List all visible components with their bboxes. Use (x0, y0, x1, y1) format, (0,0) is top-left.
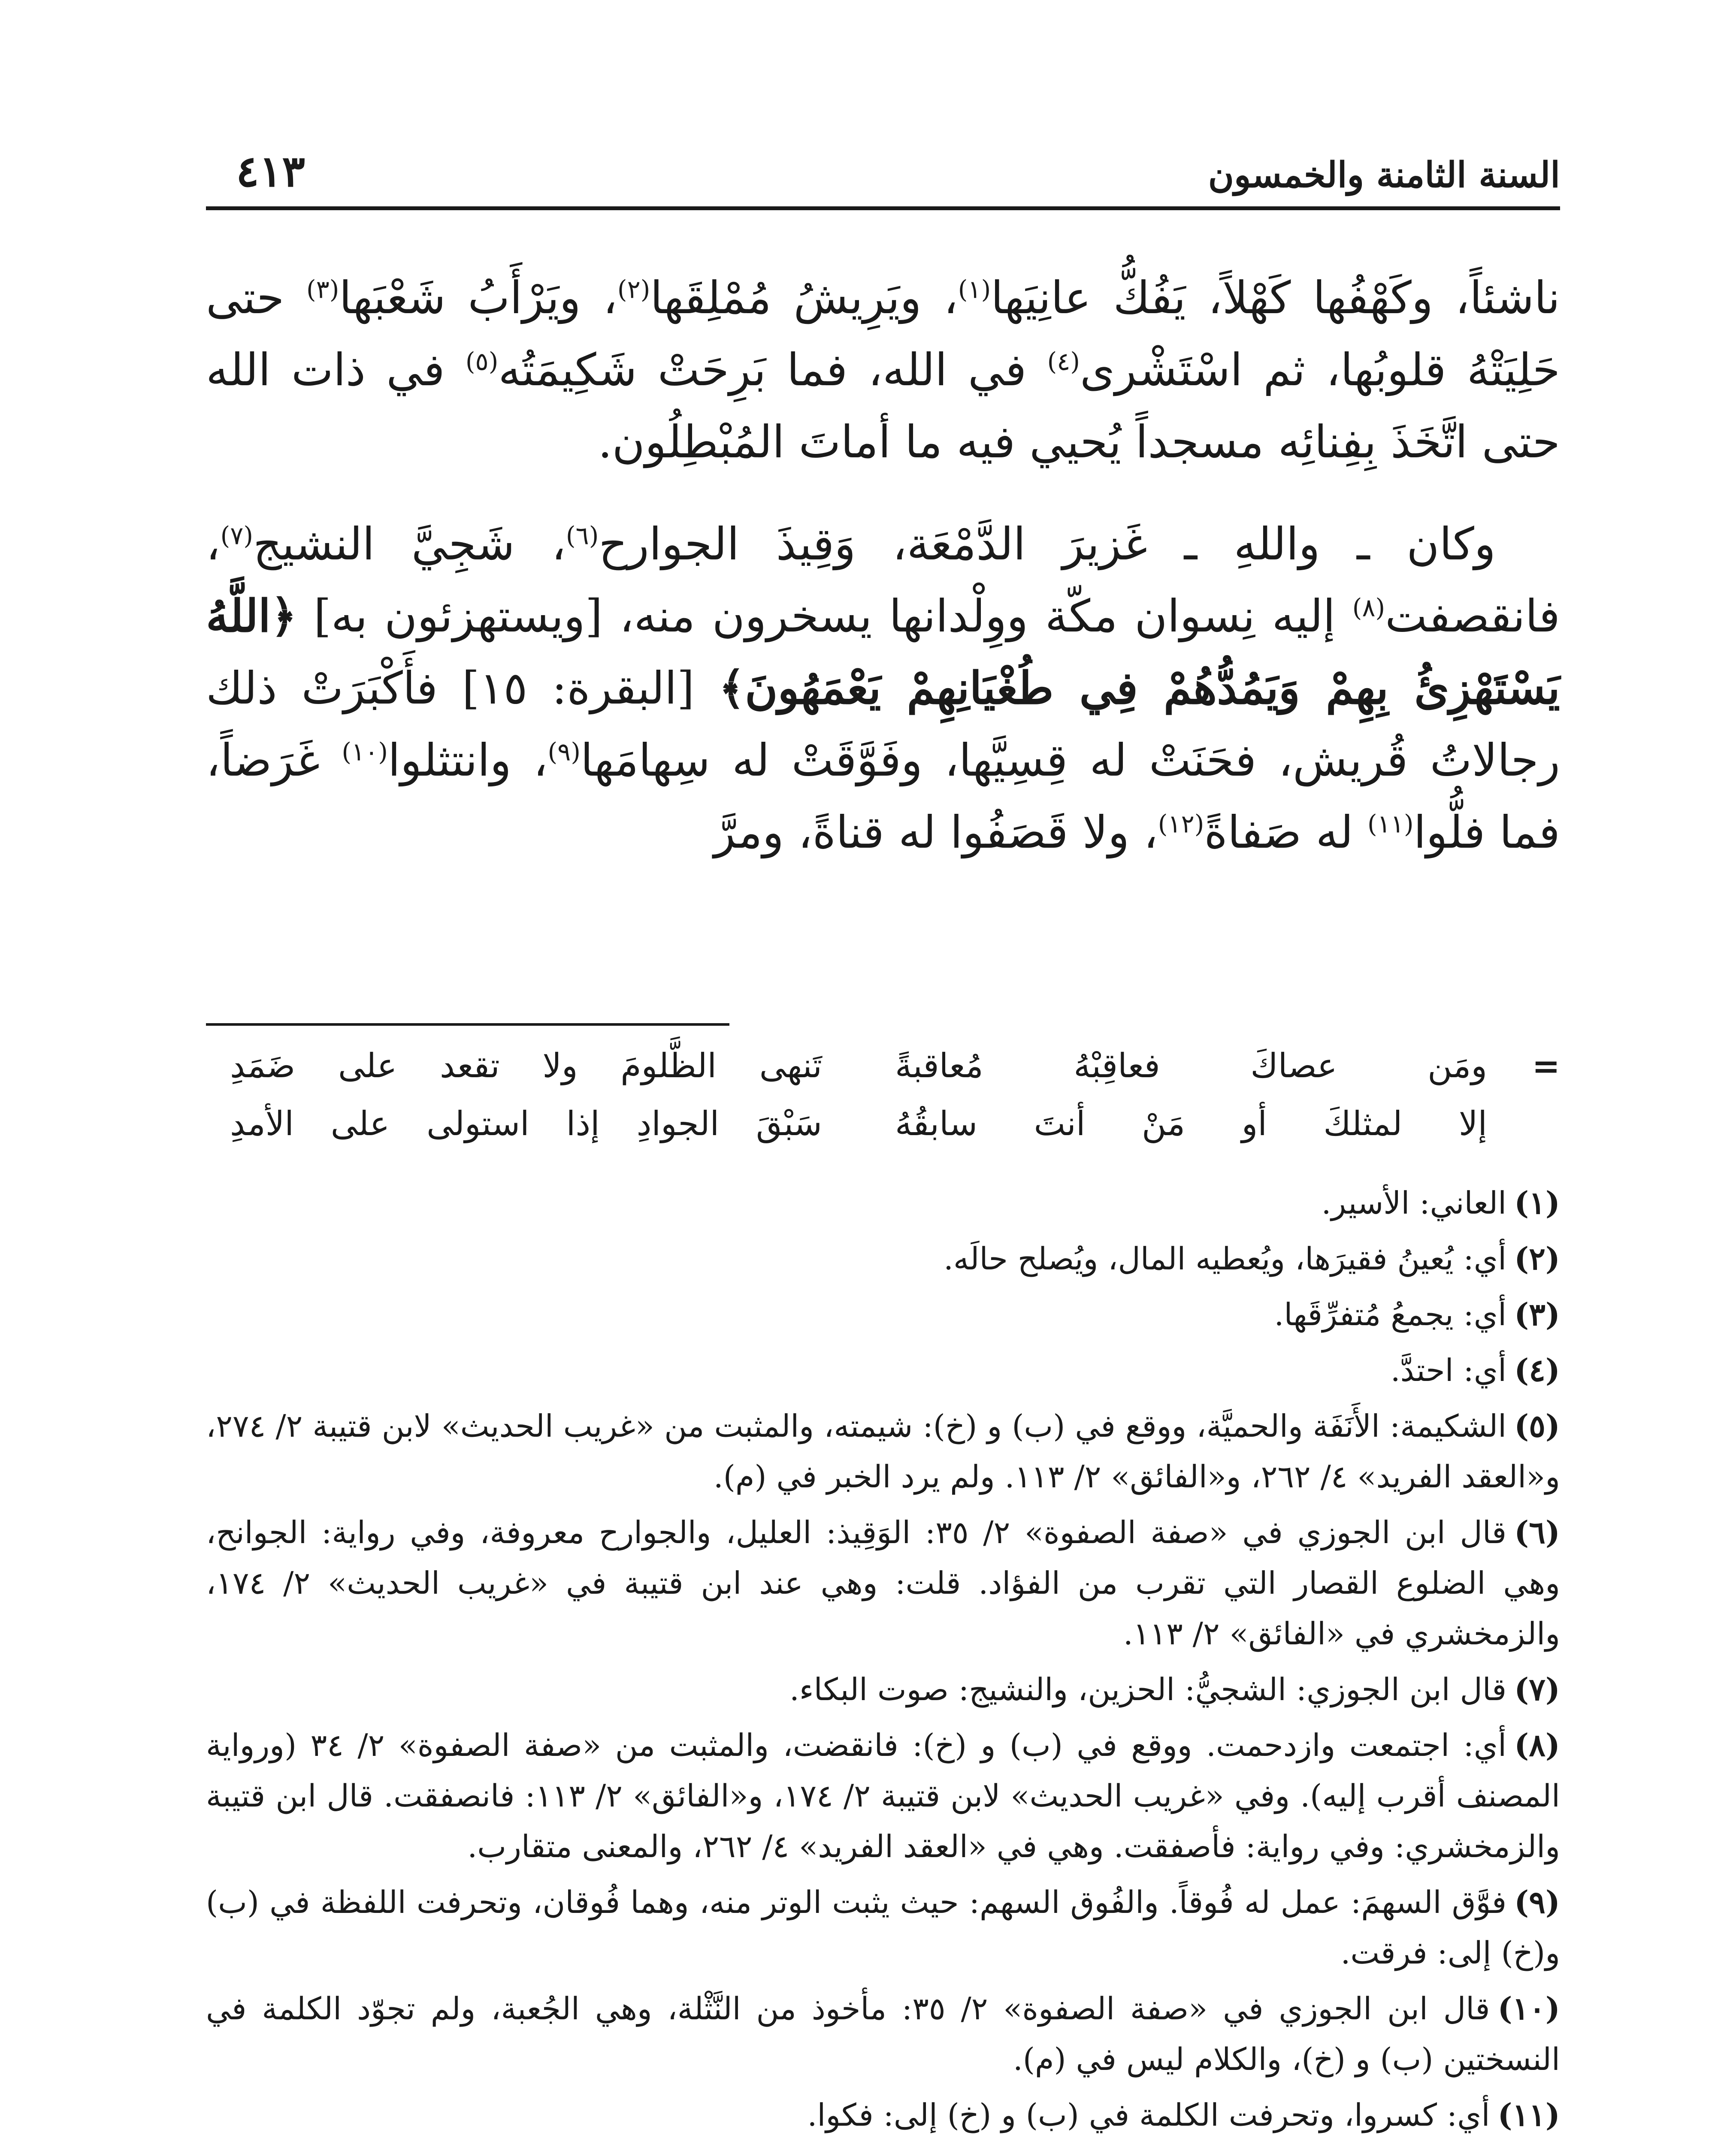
footnote-number: (٤) (1514, 1352, 1560, 1388)
text-run: ، وانتثلوا (388, 734, 548, 786)
footnote (206, 1178, 1560, 1228)
text-run: ، فانقصفت (206, 518, 1560, 642)
continuation-marker: = (1532, 1047, 1560, 1086)
page-number: ٤١٣ (236, 146, 305, 196)
text-run: له صَفاةً (1204, 806, 1368, 858)
verse-second-hemistich: سَبْقَ الجوادِ إذا استولى على الأمدِ (230, 1105, 822, 1143)
footnote-number: (٦) (1514, 1514, 1560, 1550)
footnote-text: أي: يجمعُ مُتفرِّقَها. (1274, 1296, 1507, 1332)
footnote-number: (٧) (1514, 1671, 1560, 1707)
poem-verse (206, 1105, 1560, 1152)
footnote-number: (١١) (1497, 2097, 1560, 2133)
footnote (206, 1345, 1560, 1396)
footnote-text: أي: احتدَّ. (1390, 1352, 1507, 1388)
footnote-text: قال ابن الجوزي: الشجيُّ: الحزين، والنشيج: صوت البكاء. (789, 1671, 1507, 1707)
text-run: حتى حَلِيَتْهُ قلوبُها، ثم اسْتَشْرى (206, 272, 1560, 396)
footnote (206, 1720, 1560, 1872)
footnote-number: (٢) (1514, 1240, 1560, 1277)
footnote-number: (١٠) (1497, 1990, 1560, 2027)
header-rule (206, 206, 1560, 210)
footnote (206, 1289, 1560, 1340)
footnote-reference: (٩) (547, 737, 581, 767)
footnote (206, 2090, 1560, 2140)
running-header (206, 146, 1560, 210)
footnote-separator (206, 1023, 729, 1026)
text-run: ، ويَرْأَبُ شَعْبَها (339, 272, 617, 324)
text-run: في الله، فما بَرِحَتْ شَكِيمَتُه (498, 344, 1047, 396)
footnote-number: (١) (1514, 1184, 1560, 1221)
footnote-reference: (٥) (465, 347, 499, 376)
footnote-text: أي: يُعينُ فقيرَها، ويُعطيه المال، ويُصلح حالَه. (944, 1241, 1507, 1277)
footnote (206, 1664, 1560, 1715)
footnote-reference: (١) (958, 275, 991, 304)
footnote-reference: (١٠) (342, 737, 388, 767)
text-run: في ذات الله حتى اتَّخَذَ بِفِنائِه مسجداً يُحيي فيه ما أماتَ المُبْطِلُون. (206, 344, 1560, 468)
verse-second-hemistich: تَنهى الظَّلومَ ولا تقعد على ضَمَدِ (230, 1047, 822, 1085)
footnote-reference: (٦) (566, 521, 599, 550)
footnote-text: أي: اجتمعت وازدحمت. ووقع في (ب) و (خ): فانقضت، والمثبت من «صفة الصفوة» ٢/ ٣٤ (ورواية المصنف أقرب إليه). وفي «غريب الحديث» لابن قتيبة ٢/ ١٧٤، و«الفائق» ٢/ ١١٣: فانصفقت. قال ابن قتيبة والزمخشري: وفي رواية: فأصفقت. وهي في «العقد الفريد» ٤/ ٢٦٢، والمعنى متقارب. (206, 1727, 1560, 1864)
text-run: ، ولا قَصَفُوا له قناةً، ومرَّ (714, 806, 1158, 858)
footnote (206, 1877, 1560, 1978)
footnote-number: (٣) (1514, 1296, 1560, 1332)
footnote-text: العاني: الأسير. (1321, 1185, 1507, 1221)
footnote-reference: (٤) (1047, 347, 1080, 376)
text-run: ، شَجِيَّ النشيج (253, 518, 566, 570)
header-title: السنة الثامنة والخمسون (1208, 154, 1560, 196)
quran-quote: ﴿اللَّهُ يَسْتَهْزِئُ بِهِمْ وَيَمُدُّهُمْ فِي طُغْيَانِهِمْ يَعْمَهُونَ﴾ (206, 589, 1560, 714)
footnote-reference: (٧) (220, 521, 254, 550)
verse-first-hemistich: إلا لمثلكَ أو مَنْ أنتَ سابقُهُ (895, 1105, 1487, 1143)
text-run: وكان ـ واللهِ ـ غَزيرَ الدَّمْعَة، وَقِيذَ الجوارح (599, 518, 1496, 570)
body-paragraph (206, 262, 1560, 478)
footnote-number: (٥) (1514, 1408, 1560, 1444)
footnote (206, 1401, 1560, 1502)
footnote-reference: (١٢) (1158, 809, 1204, 839)
poem-verse (206, 1047, 1560, 1094)
text-run: غَرَضاً، فما فلُّوا (206, 734, 1560, 858)
footnote-number: (٩) (1514, 1884, 1560, 1920)
footnote-reference: (١١) (1367, 809, 1414, 839)
footnotes (206, 1178, 1560, 2145)
text-run: ، ويَرِيشُ مُمْلِقَها (650, 272, 958, 324)
footnote-reference: (٨) (1352, 593, 1385, 622)
footnote-text: فوَّق السهمَ: عمل له فُوقاً. والفُوق السهم: حيث يثبت الوتر منه، وهما فُوقان، وتحرفت اللفظة في (ب) و(خ) إلى: فرقت. (206, 1884, 1560, 1971)
verse-first-hemistich: ومَن عصاكَ فعاقِبْهُ مُعاقبةً (895, 1047, 1487, 1085)
footnote (206, 1983, 1560, 2085)
footnote-text: قال ابن الجوزي في «صفة الصفوة» ٢/ ٣٥: الوَقِيذ: العليل، والجوارح معروفة، وفي رواية: الجوانح، وهي الضلوع القصار التي تقرب من الفؤاد. قلت: وهي عند ابن قتيبة في «غريب الحديث» ٢/ ١٧٤، والزمخشري في «الفائق» ٢/ ١١٣. (206, 1514, 1560, 1652)
footnote-text: أي: كسروا، وتحرفت الكلمة في (ب) و (خ) إلى: فكوا. (807, 2097, 1490, 2133)
footnote-text: الشكيمة: الأَنَفَة والحميَّة، ووقع في (ب) و (خ): شيمته، والمثبت من «غريب الحديث» لابن قتيبة ٢/ ٢٧٤، و«العقد الفريد» ٤/ ٢٦٢، و«الفائق» ٢/ ١١٣. ولم يرد الخبر في (م). (206, 1408, 1560, 1495)
footnote-text: قال ابن الجوزي في «صفة الصفوة» ٢/ ٣٥: مأخوذ من النَّثْلة، وهي الجُعبة، ولم تجوّد الكلمة في النسختين (ب) و (خ)، والكلام ليس في (م). (206, 1991, 1560, 2077)
footnote-reference: (٣) (306, 275, 339, 304)
text-run: ناشئاً، وكَهْفُها كَهْلاً، يَفُكُّ عانِيَها (991, 272, 1560, 324)
text-run: [البقرة: ١٥] فأَكْبَرَتْ ذلك رجالاتُ قُريش، فحَنَتْ له قِسِيَّها، وفَوَّقَتْ له سِهامَها (206, 662, 1560, 786)
footnote-number: (٨) (1514, 1727, 1560, 1763)
main-text (206, 262, 1560, 868)
footnote (206, 1507, 1560, 1659)
footnote (206, 1233, 1560, 1284)
footnote-reference: (٢) (617, 275, 650, 304)
text-run: إليه نِسوان مكّة ووِلْدانها يسخرون منه، [ويستهزئون به] (296, 590, 1352, 642)
body-paragraph (206, 508, 1560, 868)
